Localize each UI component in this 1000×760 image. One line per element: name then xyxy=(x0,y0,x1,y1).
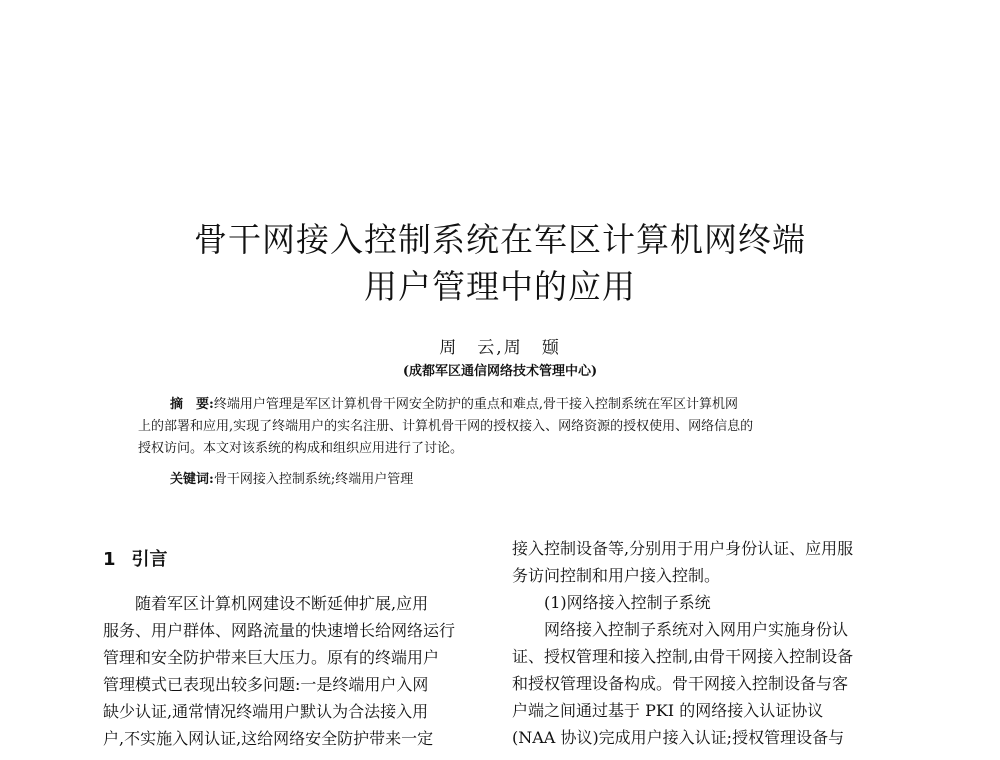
paragraph-line: 务访问控制和用户接入控制。 xyxy=(512,566,721,585)
subsection-heading: (1)网络接入控制子系统 xyxy=(544,593,711,612)
paragraph-line: 管理模式已表现出较多问题:一是终端用户入网 xyxy=(103,675,429,694)
paragraph-line: 户,不实施入网认证,这给网络安全防护带来一定 xyxy=(103,729,434,748)
paragraph-line: 接入控制设备等,分别用于用户身份认证、应用服 xyxy=(512,539,854,558)
paragraph-line: (NAA 协议)完成用户接入认证;授权管理设备与 xyxy=(512,728,845,747)
affiliation: (成都军区通信网络技术管理中心) xyxy=(402,364,598,379)
abstract-label: 摘 要: xyxy=(170,397,214,412)
paragraph-line: 管理和安全防护带来巨大压力。原有的终端用户 xyxy=(103,648,440,667)
abstract-line-2: 上的部署和应用,实现了终端用户的实名注册、计算机骨干网的授权接入、网络资源的授权使用、网络信息的 xyxy=(138,419,754,434)
paragraph-line: 网络接入控制子系统对入网用户实施身份认 xyxy=(544,620,849,639)
abstract xyxy=(138,394,850,460)
keywords xyxy=(170,470,850,490)
paragraph-line: 证、授权管理和接入控制,由骨干网接入控制设备 xyxy=(512,647,854,666)
paper-title-line-2: 用户管理中的应用 xyxy=(364,267,636,306)
section-number: 1 xyxy=(103,549,116,570)
abstract-text: 终端用户管理是军区计算机骨干网安全防护的重点和难点,骨干接入控制系统在军区计算机网 xyxy=(213,397,738,412)
keywords-text: 骨干网接入控制系统;终端用户管理 xyxy=(213,472,414,487)
left-column xyxy=(103,590,483,752)
keywords-label: 关键词: xyxy=(170,472,214,487)
paragraph-line: 随着军区计算机网建设不断延伸扩展,应用 xyxy=(135,594,429,613)
paragraph-line: 缺少认证,通常情况终端用户默认为合法接入用 xyxy=(103,702,429,721)
paragraph-line: 和授权管理设备构成。骨干网接入控制设备与客 xyxy=(512,674,849,693)
section-heading xyxy=(103,545,168,571)
section-title: 引言 xyxy=(131,549,168,570)
paragraph-line: 服务、用户群体、网路流量的快速增长给网络运行 xyxy=(103,621,456,640)
paper-title-line-1: 骨干网接入控制系统在军区计算机网终端 xyxy=(194,220,806,259)
paragraph-line: 户端之间通过基于 PKI 的网络接入认证协议 xyxy=(512,701,824,720)
right-column xyxy=(512,535,892,751)
authors: 周 云,周 颋 xyxy=(439,338,561,358)
abstract-line-1 xyxy=(138,394,850,416)
abstract-line-3: 授权访问。本文对该系统的构成和组织应用进行了讨论。 xyxy=(138,441,464,456)
